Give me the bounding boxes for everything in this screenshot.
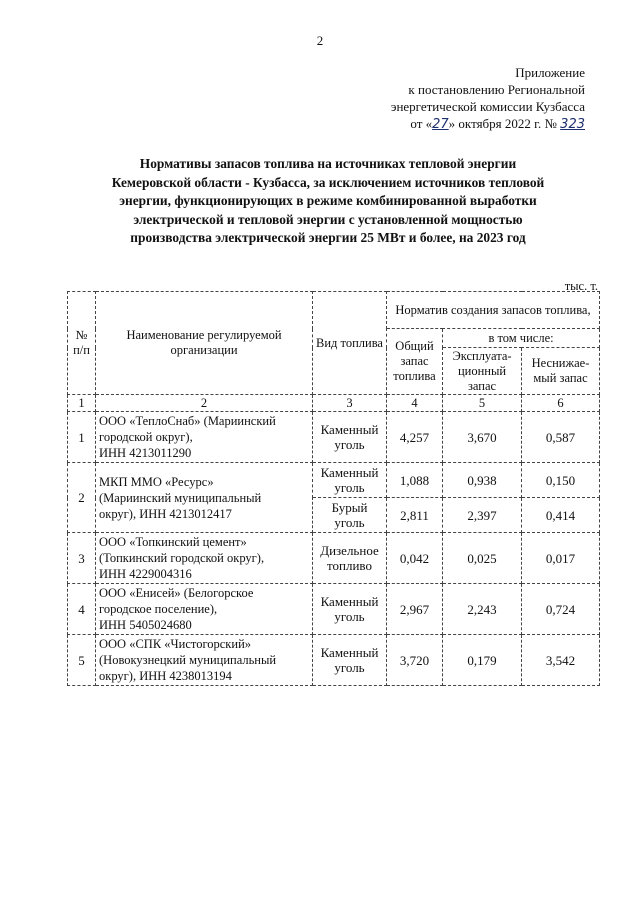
header-minimum: Неснижае-мый запас bbox=[522, 348, 600, 395]
operational-reserve: 2,243 bbox=[443, 584, 522, 635]
organization-line: ООО «ТеплоСнаб» (Мариинский bbox=[99, 414, 276, 428]
organization-line: (Новокузнецкий муниципальный bbox=[99, 653, 277, 667]
header-row bbox=[68, 292, 600, 329]
units-label: тыс. т. bbox=[564, 279, 598, 293]
organization-name bbox=[96, 463, 313, 533]
row-number: 5 bbox=[68, 635, 96, 686]
minimum-reserve: 0,150 bbox=[522, 463, 600, 498]
operational-reserve: 2,397 bbox=[443, 498, 522, 533]
fuel-type: Дизельное топливо bbox=[313, 533, 387, 584]
table-row bbox=[68, 635, 600, 686]
organization-line: (Топкинский городской округ), bbox=[99, 551, 265, 565]
total-reserve: 2,967 bbox=[387, 584, 443, 635]
operational-reserve: 0,179 bbox=[443, 635, 522, 686]
organization-line: ООО «СПК «Чистогорский» bbox=[99, 637, 252, 651]
organization-name bbox=[96, 533, 313, 584]
organization-line: ООО «Енисей» (Белогорское bbox=[99, 586, 254, 600]
fuel-type: Бурый уголь bbox=[313, 498, 387, 533]
total-reserve: 3,720 bbox=[387, 635, 443, 686]
date-prefix: от « bbox=[410, 116, 433, 131]
index-cell: 6 bbox=[522, 395, 600, 412]
appendix-line: энергетической комиссии Кузбасса bbox=[390, 99, 585, 114]
title-line: Нормативы запасов топлива на источниках тепловой энергии bbox=[139, 156, 517, 171]
row-number: 3 bbox=[68, 533, 96, 584]
fuel-type: Каменный уголь bbox=[313, 463, 387, 498]
organization-line: округ), ИНН 4238013194 bbox=[99, 669, 232, 683]
index-cell: 4 bbox=[387, 395, 443, 412]
header-including: в том числе: bbox=[443, 329, 600, 348]
header-num: № п/п bbox=[68, 292, 96, 395]
organization-line: городское поселение), bbox=[99, 602, 218, 616]
minimum-reserve: 0,017 bbox=[522, 533, 600, 584]
total-reserve: 2,811 bbox=[387, 498, 443, 533]
index-cell: 3 bbox=[313, 395, 387, 412]
header-fuel: Вид топлива bbox=[313, 292, 387, 395]
handwritten-number: 323 bbox=[560, 117, 585, 132]
operational-reserve: 0,938 bbox=[443, 463, 522, 498]
handwritten-day: 27 bbox=[432, 117, 449, 132]
fuel-type: Каменный уголь bbox=[313, 635, 387, 686]
index-cell: 1 bbox=[68, 395, 96, 412]
organization-name bbox=[96, 412, 313, 463]
table-row bbox=[68, 412, 600, 463]
title-line: Кемеровской области - Кузбасса, за исключением источников тепловой bbox=[111, 174, 545, 190]
page-number: 2 bbox=[316, 33, 324, 48]
title-line: производства электрической энергии 25 МВт и более, на 2023 год bbox=[130, 230, 526, 245]
fuel-type: Каменный уголь bbox=[313, 584, 387, 635]
fuel-type: Каменный уголь bbox=[313, 412, 387, 463]
table-row bbox=[68, 533, 600, 584]
table-row bbox=[68, 463, 600, 498]
header-operational: Эксплуата-ционный запас bbox=[443, 348, 522, 395]
organization-line: ООО «Топкинский цемент» bbox=[99, 535, 247, 549]
row-number: 4 bbox=[68, 584, 96, 635]
index-cell: 2 bbox=[96, 395, 313, 412]
total-reserve: 0,042 bbox=[387, 533, 443, 584]
minimum-reserve: 3,542 bbox=[522, 635, 600, 686]
index-cell: 5 bbox=[443, 395, 522, 412]
operational-reserve: 0,025 bbox=[443, 533, 522, 584]
minimum-reserve: 0,414 bbox=[522, 498, 600, 533]
organization-line: МКП ММО «Ресурс» bbox=[99, 474, 214, 489]
title-line: электрической и тепловой энергии с установленной мощностью bbox=[133, 211, 523, 227]
organization-name bbox=[96, 635, 313, 686]
appendix-line: к постановлению Региональной bbox=[408, 82, 585, 97]
header-org: Наименование регулируемой организации bbox=[96, 292, 313, 395]
total-reserve: 4,257 bbox=[387, 412, 443, 463]
appendix-date-line bbox=[330, 115, 585, 133]
minimum-reserve: 0,587 bbox=[522, 412, 600, 463]
fuel-norms-table bbox=[67, 291, 600, 686]
organization-line: ИНН 4213011290 bbox=[99, 446, 192, 460]
document-title bbox=[78, 155, 578, 248]
table-row bbox=[68, 584, 600, 635]
organization-line: округ), ИНН 4213012417 bbox=[99, 506, 232, 521]
appendix-heading: Приложение bbox=[515, 65, 585, 80]
organization-name bbox=[96, 584, 313, 635]
date-suffix: » октября 2022 г. № bbox=[448, 116, 557, 131]
organization-line: городской округ), bbox=[99, 430, 193, 444]
minimum-reserve: 0,724 bbox=[522, 584, 600, 635]
row-number: 2 bbox=[68, 463, 96, 533]
header-total: Общий запас топлива bbox=[387, 329, 443, 395]
organization-line: ИНН 5405024680 bbox=[99, 618, 192, 632]
total-reserve: 1,088 bbox=[387, 463, 443, 498]
appendix-block bbox=[330, 64, 585, 133]
row-number: 1 bbox=[68, 412, 96, 463]
organization-line: ИНН 4229004316 bbox=[99, 567, 192, 581]
title-line: энергии, функционирующих в режиме комбинированной выработки bbox=[119, 193, 537, 208]
index-row bbox=[68, 395, 600, 412]
organization-line: (Мариинский муниципальный bbox=[99, 490, 262, 505]
operational-reserve: 3,670 bbox=[443, 412, 522, 463]
header-norm-group: Норматив создания запасов топлива, bbox=[387, 292, 600, 329]
